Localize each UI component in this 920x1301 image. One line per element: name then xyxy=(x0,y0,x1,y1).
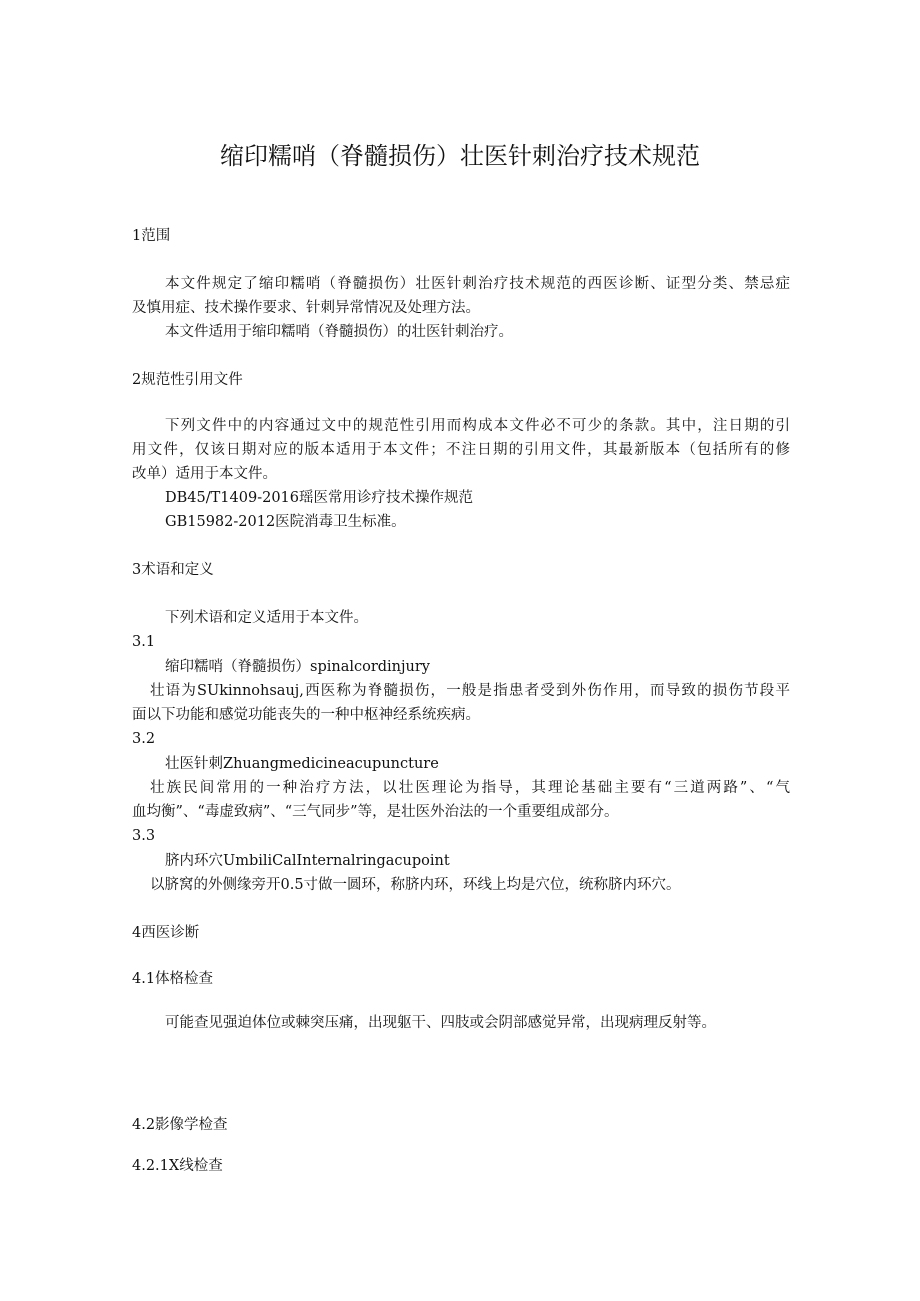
section-1-paragraph-1-line-1: 本文件规定了缩印糯哨（脊髓损伤）壮医针刺治疗技术规范的西医诊断、证型分类、禁忌症 xyxy=(165,276,790,292)
section-3-heading: 3术语和定义 xyxy=(132,562,214,578)
term-3-1-definition-line-1: 壮语为SUkinnohsauj,西医称为脊髓损伤，一般是指患者受到外伤作用，而导致的损伤节段平 xyxy=(150,683,790,699)
subsection-4-2-heading: 4.2影像学检查 xyxy=(132,1117,228,1133)
section-1-paragraph-2: 本文件适用于缩印糯哨（脊髓损伤）的壮医针刺治疗。 xyxy=(165,324,513,340)
subsection-4-2-1-heading: 4.2.1X线检查 xyxy=(132,1158,223,1174)
term-3-2-title: 壮医针刺Zhuangmedicineacupuncture xyxy=(165,756,439,772)
subsection-4-1-text: 可能查见强迫体位或棘突压痛，出现躯干、四肢或会阴部感觉异常，出现病理反射等。 xyxy=(165,1015,716,1031)
section-3-intro: 下列术语和定义适用于本文件。 xyxy=(165,610,368,626)
section-1-heading: 1范围 xyxy=(132,228,171,244)
section-2-paragraph-line-3: 改单）适用于本文件。 xyxy=(132,466,277,482)
reference-gb15982: GB15982-2012医院消毒卫生标准。 xyxy=(165,514,406,530)
section-4-heading: 4西医诊断 xyxy=(132,925,200,941)
term-3-3-definition: 以脐窝的外侧缘旁开0.5寸做一圆环，称脐内环，环线上均是穴位，统称脐内环穴。 xyxy=(150,877,681,893)
term-3-1-title: 缩印糯哨（脊髓损伤）spinalcordinjury xyxy=(165,659,430,675)
section-2-paragraph-line-2: 用文件，仅该日期对应的版本适用于本文件；不注日期的引用文件，其最新版本（包括所有的修 xyxy=(132,442,790,458)
term-3-2-definition-line-1: 壮族民间常用的一种治疗方法，以壮医理论为指导，其理论基础主要有“三道两路”、“气 xyxy=(150,780,790,796)
term-3-1-number: 3.1 xyxy=(132,634,156,650)
section-2-paragraph-line-1: 下列文件中的内容通过文中的规范性引用而构成本文件必不可少的条款。其中，注日期的引 xyxy=(165,418,790,434)
section-1-paragraph-1-line-2: 及慎用症、技术操作要求、针刺异常情况及处理方法。 xyxy=(132,300,480,316)
term-3-2-definition-line-2: 血均衡”、“毒虚致病”、“三气同步”等，是壮医外治法的一个重要组成部分。 xyxy=(132,804,619,820)
term-3-3-number: 3.3 xyxy=(132,828,156,844)
term-3-3-title: 脐内环穴UmbiliCalInternalringacupoint xyxy=(165,853,450,869)
reference-db45: DB45/T1409-2016瑶医常用诊疗技术操作规范 xyxy=(165,490,473,506)
term-3-2-number: 3.2 xyxy=(132,731,156,747)
term-3-1-definition-line-2: 面以下功能和感觉功能丧失的一种中枢神经系统疾病。 xyxy=(132,707,480,723)
subsection-4-1-heading: 4.1体格检查 xyxy=(132,971,214,987)
document-title: 缩印糯哨（脊髓损伤）壮医针刺治疗技术规范 xyxy=(220,142,700,170)
section-2-heading: 2规范性引用文件 xyxy=(132,372,243,388)
